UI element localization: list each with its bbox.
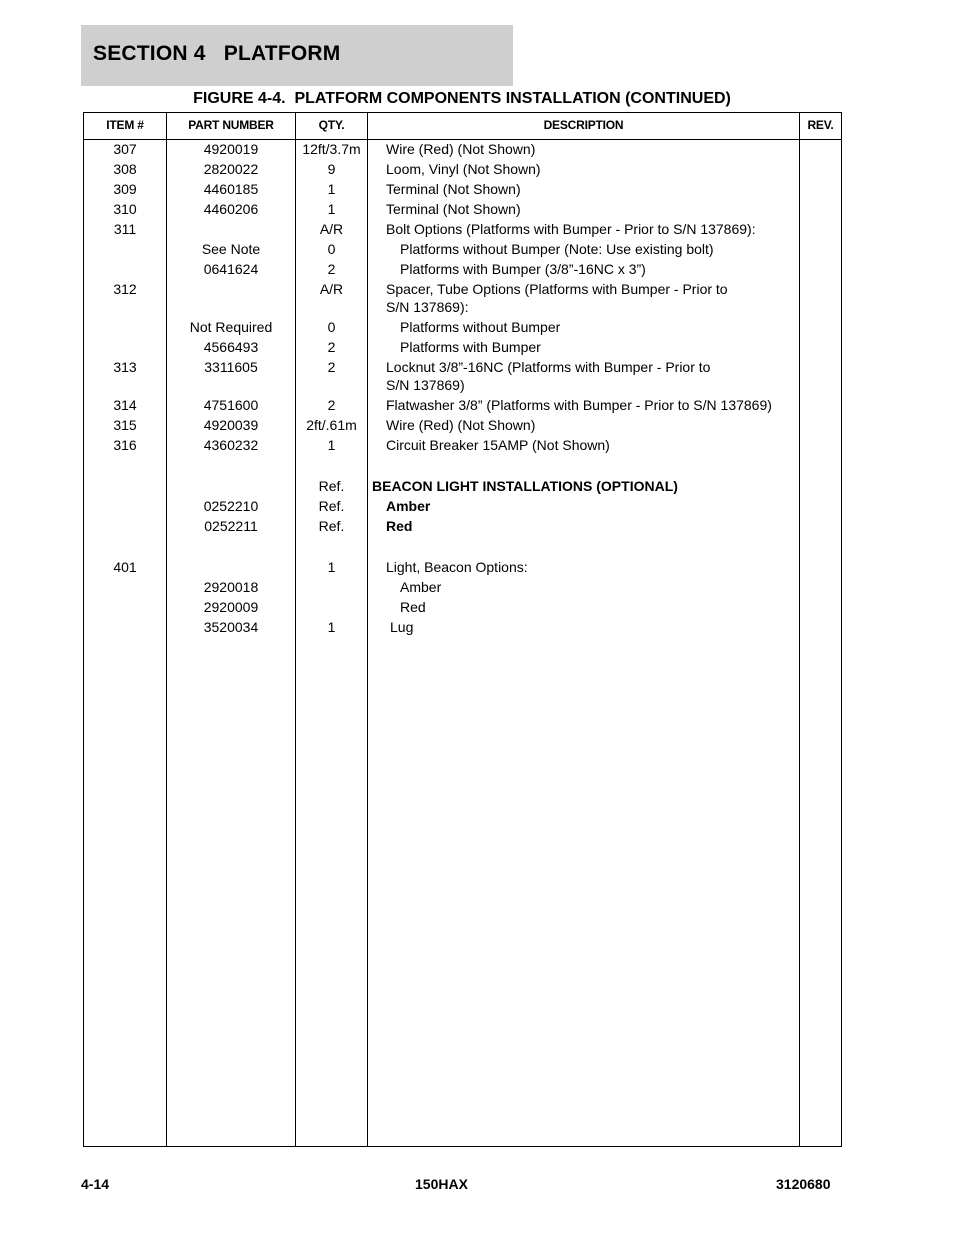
footer-doc-number: 3120680 [776, 1176, 831, 1192]
table-row [84, 415, 841, 435]
quantity: A/R [319, 221, 344, 237]
description: Bolt Options (Platforms with Bumper - Prior to S/N 137869): [386, 221, 756, 237]
part-number: 4460206 [203, 201, 259, 217]
section-header [81, 25, 513, 86]
description: Red [400, 599, 426, 615]
table-row [84, 435, 841, 455]
column-header-qty: QTY. [318, 118, 345, 132]
column-header-rev: REV. [807, 118, 834, 132]
part-number: 0252210 [203, 498, 259, 514]
description: Circuit Breaker 15AMP (Not Shown) [386, 437, 610, 453]
part-number: 2920009 [203, 599, 259, 615]
item-number: 314 [113, 397, 137, 413]
table-body [84, 139, 841, 637]
column-header-part-number: PART NUMBER [188, 118, 274, 132]
description: Platforms without Bumper [400, 319, 561, 335]
table-row [84, 179, 841, 199]
column-header-item: ITEM # [106, 118, 144, 132]
description-line: S/N 137869): [386, 299, 469, 315]
part-number: 4360232 [203, 437, 259, 453]
item-number: 316 [113, 437, 137, 453]
quantity: 12ft/3.7m [302, 141, 361, 157]
quantity: 2 [327, 339, 336, 355]
part-number: 4920019 [203, 141, 259, 157]
quantity: Ref. [318, 478, 345, 494]
footer-model: 150HAX [415, 1176, 468, 1192]
quantity: Ref. [318, 498, 345, 514]
quantity: 2 [327, 261, 336, 277]
item-number: 309 [113, 181, 137, 197]
description: Platforms with Bumper (3/8”-16NC x 3”) [400, 261, 646, 277]
spacer-row [84, 536, 841, 557]
table-row [84, 139, 841, 159]
item-number: 312 [113, 281, 137, 297]
item-number: 401 [113, 559, 137, 575]
description-heading: BEACON LIGHT INSTALLATIONS (OPTIONAL) [372, 478, 678, 494]
description: Platforms with Bumper [400, 339, 541, 355]
table-row [84, 199, 841, 219]
description: Light, Beacon Options: [386, 559, 528, 575]
description: Lug [390, 619, 414, 635]
table-row [84, 516, 841, 536]
description: Wire (Red) (Not Shown) [386, 417, 536, 433]
description: Amber [400, 579, 442, 595]
description: Wire (Red) (Not Shown) [386, 141, 536, 157]
footer-page-number: 4-14 [81, 1176, 110, 1192]
quantity: A/R [319, 281, 344, 297]
table-row [84, 597, 841, 617]
item-number: 307 [113, 141, 137, 157]
item-number: 311 [113, 221, 137, 237]
table-row [84, 279, 841, 317]
part-number: See Note [201, 241, 261, 257]
parts-table [83, 112, 842, 1147]
quantity: 1 [327, 619, 336, 635]
part-number: 0252211 [204, 518, 258, 534]
quantity: 9 [327, 161, 336, 177]
quantity: 2 [327, 397, 336, 413]
table-row [84, 496, 841, 516]
quantity: 0 [327, 319, 336, 335]
description-line: Locknut 3/8”-16NC (Platforms with Bumper - Prior to [386, 359, 711, 375]
description [386, 358, 806, 394]
table-row [84, 395, 841, 415]
quantity: 2ft/.61m [306, 417, 357, 433]
part-number: 2820022 [203, 161, 259, 177]
item-number: 308 [113, 161, 137, 177]
part-number: 4751600 [203, 397, 259, 413]
description: Terminal (Not Shown) [386, 201, 521, 217]
description: Flatwasher 3/8” (Platforms with Bumper - Prior to S/N 137869) [386, 397, 772, 413]
table-row [84, 159, 841, 179]
table-row [84, 557, 841, 577]
quantity: Ref. [318, 518, 345, 534]
quantity: 1 [327, 201, 336, 217]
description-line: S/N 137869) [386, 377, 465, 393]
item-number: 310 [113, 201, 137, 217]
quantity: 1 [327, 181, 336, 197]
part-number: 4566493 [203, 339, 259, 355]
table-row [84, 259, 841, 279]
figure-title: FIGURE 4-4. PLATFORM COMPONENTS INSTALLATION (CONTINUED) [193, 90, 731, 107]
table-row [84, 577, 841, 597]
column-header-description: DESCRIPTION [543, 118, 624, 132]
part-number: 4920039 [203, 417, 259, 433]
quantity: 1 [327, 437, 336, 453]
description: Red [386, 518, 413, 534]
description: Platforms without Bumper (Note: Use existing bolt) [400, 241, 714, 257]
quantity: 1 [327, 559, 336, 575]
table-row [84, 337, 841, 357]
part-number: 3311605 [204, 359, 258, 375]
description-line: Spacer, Tube Options (Platforms with Bumper - Prior to [386, 281, 728, 297]
part-number: Not Required [189, 319, 273, 335]
part-number: 4460185 [203, 181, 259, 197]
part-number: 2920018 [203, 579, 259, 595]
item-number: 313 [113, 359, 137, 375]
table-row [84, 617, 841, 637]
table-row [84, 476, 841, 496]
table-row [84, 219, 841, 239]
table-row [84, 317, 841, 337]
section-title: SECTION 4 PLATFORM [93, 42, 341, 65]
spacer-row [84, 455, 841, 476]
quantity: 2 [327, 359, 336, 375]
description: Loom, Vinyl (Not Shown) [386, 161, 541, 177]
description: Amber [386, 498, 431, 514]
item-number: 315 [113, 417, 137, 433]
part-number: 0641624 [203, 261, 259, 277]
table-row [84, 239, 841, 259]
table-row [84, 357, 841, 395]
quantity: 0 [327, 241, 336, 257]
description [386, 280, 806, 316]
description: Terminal (Not Shown) [386, 181, 521, 197]
part-number: 3520034 [203, 619, 259, 635]
